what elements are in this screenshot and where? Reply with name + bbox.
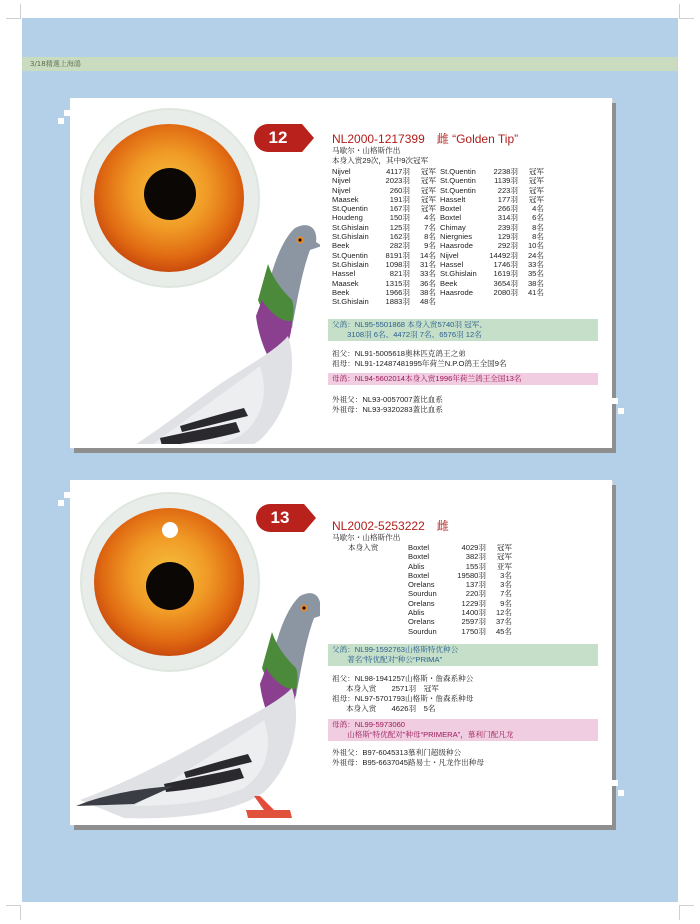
race-location: Sourdun [408,626,437,636]
bird-count: 191羽 [389,194,410,204]
result-row [332,260,436,269]
sire-line-1: 父鸽：NL99-1592763山格斯特优种公 [332,645,459,654]
placing: 38名 [419,287,436,297]
race-location: Boxtel [408,570,430,580]
placing: 10名 [527,241,544,251]
result-row [440,251,544,260]
placing: 8名 [532,232,544,242]
sire-line-1: 父鸽：NL95-5501868 本身入赏5740羽 冠军、 [332,320,487,329]
result-row [440,241,544,250]
crop-mark [6,905,21,920]
granddam-note: 本身入赏 4626羽 5名 [346,704,436,713]
dam-line-1: 母鸽：NL99-5973060 [332,720,406,729]
header-strip [22,57,678,71]
placing: 45名 [495,626,512,636]
dam-sire-line: 外祖父：NL93-0057007蓋比血系 [332,395,443,404]
result-row [440,269,544,278]
race-location: Orelans [408,617,435,627]
bird-count: 239羽 [497,222,518,232]
race-location: Beek [332,287,350,297]
result-row [440,213,544,222]
result-row [332,167,436,176]
bird-count: 125羽 [389,222,410,232]
placing: 9名 [500,598,512,608]
race-location: Ablis [408,561,425,571]
result-row [408,617,512,626]
race-location: St.Quentin [332,250,368,260]
result-row [440,223,544,232]
bird-count: 3654羽 [493,278,518,288]
bird-count: 2597羽 [461,617,486,627]
bird-count: 821羽 [389,269,410,279]
bird-count: 8191羽 [385,250,410,260]
result-row [408,571,512,580]
bird-count: 282羽 [389,241,410,251]
result-row [332,176,436,185]
result-row [408,543,512,552]
bird-count: 1315羽 [385,278,410,288]
result-row [440,279,544,288]
race-location: St.Quentin [440,176,476,186]
dam-dam-line: 外祖母：NL93-9320283蓋比血系 [332,405,443,414]
result-row [408,608,512,617]
race-location: Maasek [332,278,359,288]
race-location: Chimay [440,222,466,232]
placing: 33名 [419,269,436,279]
result-row [332,269,436,278]
race-location: Boxtel [440,204,462,214]
placing: 24名 [527,250,544,260]
bird-count: 1746羽 [493,259,518,269]
bird-count: 4029羽 [461,543,486,552]
result-row [332,204,436,213]
pigeon-number-badge: 12 [254,124,302,152]
grandsire-line: 祖父：NL98-1941257山格斯・詹森系种公 [332,674,474,683]
granddam-line: 祖母：NL97-5701793山格斯・詹森系种母 [332,694,474,703]
eye-pupil [144,168,196,220]
result-row [332,241,436,250]
bird-count: 266羽 [497,204,518,214]
placing: 38名 [527,278,544,288]
placing: 冠军 [420,185,436,195]
placing: 35名 [527,269,544,279]
placing: 8名 [532,222,544,232]
grandsire-line: 祖父：NL91-5005618奥林匹克鸽王之弟 [332,349,466,358]
placing: 冠军 [528,185,544,195]
placing: 8名 [424,232,436,242]
race-location: Ablis [408,608,425,618]
bird-count: 14492羽 [489,250,518,260]
placing: 亚军 [496,561,512,571]
crop-mark [679,4,694,19]
result-row [440,204,544,213]
pixel-decoration [64,492,70,498]
race-location: Haasrode [440,287,473,297]
results-table-left [332,167,436,306]
race-location: Boxtel [408,543,430,552]
pigeon-card-12 [70,98,612,448]
pixel-decoration [58,118,64,124]
bird-count: 292羽 [497,241,518,251]
summary-line: 本身入赏 [348,543,379,552]
pigeon-number-badge: 13 [256,504,304,532]
pixel-decoration [612,780,618,786]
bird-count: 1229羽 [461,598,486,608]
placing: 9名 [424,241,436,251]
placing: 冠军 [420,204,436,214]
bird-count: 260羽 [389,185,410,195]
bird-count: 150羽 [389,213,410,223]
result-row [440,186,544,195]
bird-count: 382羽 [465,552,486,562]
pixel-decoration [58,500,64,506]
result-row [332,186,436,195]
placing: 3名 [500,570,512,580]
bird-count: 1619羽 [493,269,518,279]
result-row [332,232,436,241]
race-location: Houdeng [332,213,363,223]
bird-count: 314羽 [497,213,518,223]
bird-count: 1883羽 [385,297,410,307]
bird-count: 220羽 [465,589,486,599]
bird-count: 137羽 [465,580,486,590]
breeder-line: 马歇尔・山格斯作出 [332,146,401,155]
race-location: Maasek [332,194,359,204]
bird-count: 2080羽 [493,287,518,297]
race-location: Hasselt [440,194,466,204]
pixel-decoration [618,790,624,796]
results-table-left [408,543,512,636]
bird-count: 19580羽 [457,570,486,580]
result-row [440,288,544,297]
placing: 冠军 [528,167,544,176]
bird-count: 2023羽 [385,176,410,186]
bird-count: 155羽 [465,561,486,571]
crop-mark [6,4,21,19]
result-row [440,232,544,241]
race-location: Nijvel [440,250,459,260]
bird-count: 223羽 [497,185,518,195]
dam-line-1: 母鸽：NL94-5602014本身入赏1996年荷兰鸽王全国13名 [332,374,522,383]
pigeon-photo [60,584,320,820]
pixel-decoration [64,110,70,116]
dam-band [328,373,598,385]
race-location: Beek [440,278,458,288]
granddam-line: 祖母：NL91-12487481995年荷兰N.P.O鸽王全国9名 [332,359,507,368]
placing: 6名 [532,213,544,223]
placing: 12名 [495,608,512,618]
bird-count: 1966羽 [385,287,410,297]
result-row [332,223,436,232]
race-location: Beek [332,241,350,251]
bird-count: 1400羽 [461,608,486,618]
placing: 14名 [419,250,436,260]
race-location: Orelans [408,598,435,608]
race-location: St.Ghislain [332,232,369,242]
race-location: Boxtel [440,213,462,223]
sire-band [328,319,598,341]
placing: 37名 [495,617,512,627]
dam-band [328,719,598,741]
race-location: Niergnies [440,232,473,242]
bird-count: 167羽 [389,204,410,214]
pigeon-title: NL2002-5253222 雌 [332,519,449,533]
summary-line: 本身入赏29次，其中9次冠军 [332,156,429,165]
header-text: 3/18精選上海鴿 [30,60,81,68]
placing: 41名 [527,287,544,297]
result-row [332,288,436,297]
bird-count: 177羽 [497,194,518,204]
result-row [440,176,544,185]
placing: 冠军 [496,552,512,562]
result-row [408,589,512,598]
result-row [332,297,436,306]
result-row [408,599,512,608]
race-location: St.Quentin [440,167,476,176]
result-row [440,167,544,176]
race-location: St.Ghislain [332,222,369,232]
bird-count: 4117羽 [386,167,410,176]
placing: 冠军 [528,194,544,204]
result-row [332,251,436,260]
result-row [408,580,512,589]
race-location: Sourdun [408,589,437,599]
pixel-decoration [618,408,624,414]
result-row [332,279,436,288]
race-location: Hassel [440,259,464,269]
result-row [408,552,512,561]
grandsire-note: 本身入赏 2571羽 冠军 [346,684,439,693]
pigeon-title: NL2000-1217399 雌 “Golden Tip” [332,132,519,146]
result-row [408,627,512,636]
result-row [332,213,436,222]
race-location: Nijvel [332,167,351,176]
race-location: St.Ghislain [332,259,369,269]
placing: 31名 [419,259,436,269]
bird-count: 162羽 [389,232,410,242]
pixel-decoration [612,398,618,404]
sire-band [328,644,598,666]
placing: 7名 [500,589,512,599]
sire-line-2: 著名“特优配对”种公“PRIMA” [332,655,443,664]
race-location: St.Quentin [332,204,368,214]
placing: 冠军 [496,543,512,552]
sire-line-2: 3108羽 6名、4472羽 7名、6576羽 12名 [332,330,482,339]
race-location: Hassel [332,269,356,279]
dam-sire-line: 外祖父：B97-6045313慕利门超级种公 [332,748,462,757]
dam-line-2: 山格斯“特优配对”种母“PRIMERA”，慕利门配凡龙 [332,730,514,739]
crop-mark [679,905,694,920]
bird-count: 1098羽 [385,259,410,269]
race-location: Nijvel [332,185,351,195]
race-location: St.Ghislain [440,269,477,279]
placing: 冠军 [528,176,544,186]
pigeon-photo [60,216,320,444]
race-location: Haasrode [440,241,473,251]
result-row [408,562,512,571]
placing: 7名 [424,222,436,232]
dam-dam-line: 外祖母：B95-6637045路易士・凡龙作出种母 [332,758,484,767]
placing: 冠军 [420,194,436,204]
race-location: Orelans [408,580,435,590]
placing: 3名 [500,580,512,590]
placing: 冠军 [420,167,436,176]
breeder-line: 马歇尔・山格斯作出 [332,533,401,542]
race-location: St.Quentin [440,185,476,195]
placing: 36名 [419,278,436,288]
placing: 33名 [527,259,544,269]
bird-count: 1750羽 [461,626,486,636]
placing: 冠军 [420,176,436,186]
result-row [332,195,436,204]
eye-glint [162,522,178,538]
placing: 48名 [419,297,436,307]
result-row [440,260,544,269]
results-table-right [440,167,544,297]
bird-count: 1139羽 [494,176,518,186]
race-location: Nijvel [332,176,351,186]
placing: 4名 [532,204,544,214]
bird-count: 129羽 [497,232,518,242]
race-location: Boxtel [408,552,430,562]
placing: 4名 [424,213,436,223]
race-location: St.Ghislain [332,297,369,307]
result-row [440,195,544,204]
pigeon-card-13 [70,480,612,825]
bird-count: 2238羽 [493,167,518,176]
